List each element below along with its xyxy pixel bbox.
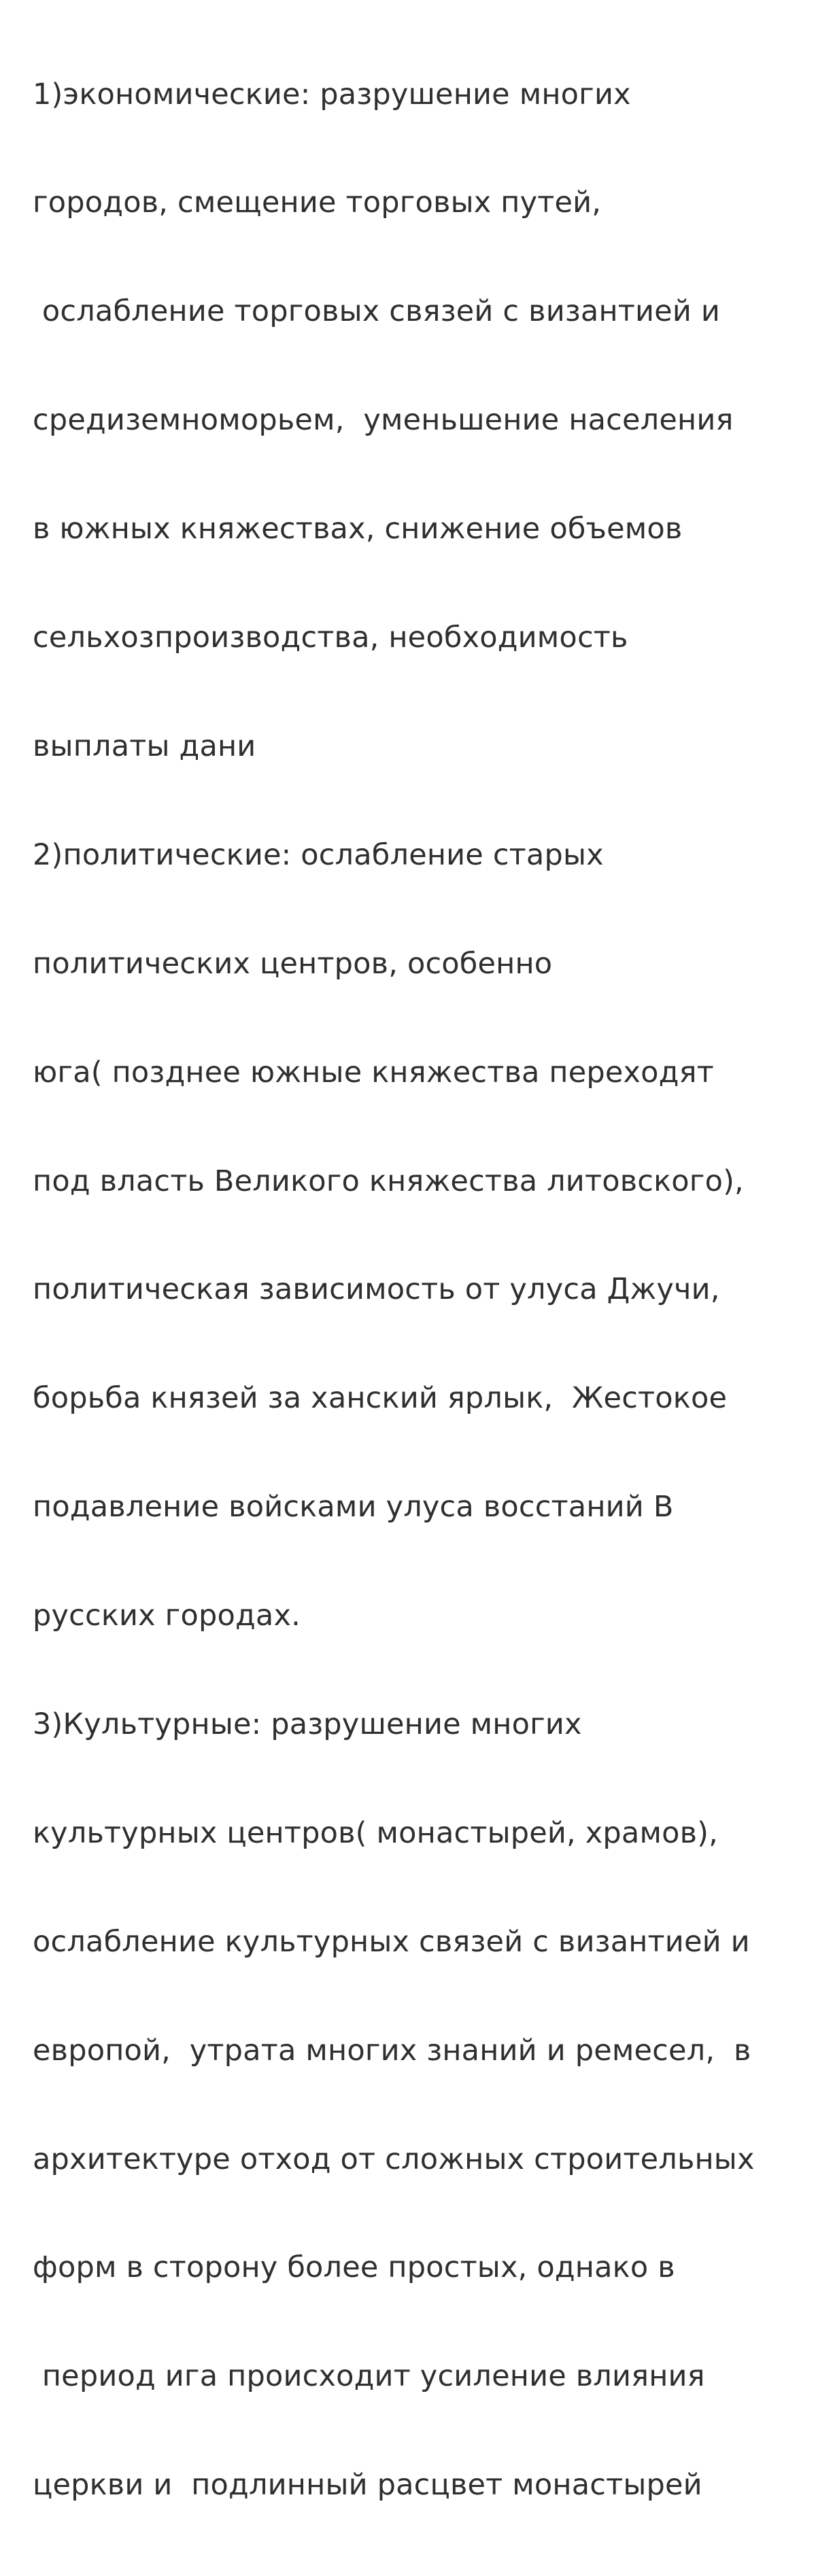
text-line: культурных центров( монастырей, храмов),: [33, 1815, 719, 1850]
text-line: под власть Великого княжества литовского),: [33, 1164, 744, 1198]
text-line: выплаты дани: [33, 729, 256, 763]
answer-text: [33, 4, 801, 2576]
text-line: ослабление торговых связей с византией и: [33, 294, 720, 329]
text-line: политических центров, особенно: [33, 946, 553, 981]
text-line: период ига происходит усиление влияния: [33, 2359, 705, 2394]
text-line: подавление войсками улуса восстаний В: [33, 1490, 674, 1525]
text-line: ослабление культурных связей с византией и: [33, 1924, 750, 1959]
text-line: европой, утрата многих знаний и ремесел, в: [33, 2033, 751, 2068]
text-line: политическая зависимость от улуса Джучи,: [33, 1272, 720, 1307]
text-line: 3)Культурные: разрушение многих: [33, 1707, 582, 1741]
text-line: в южных княжествах, снижение объемов: [33, 512, 683, 546]
text-line: архитектуре отход от сложных строительных: [33, 2142, 755, 2176]
text-line: городов, смещение торговых путей,: [33, 186, 602, 220]
text-line: церкви и подлинный расцвет монастырей: [33, 2468, 702, 2503]
text-line: русских городах.: [33, 1599, 301, 1633]
text-line: 1)экономические: разрушение многих: [33, 77, 631, 111]
text-line: борьба князей за ханский ярлык, Жестокое: [33, 1381, 728, 1416]
text-line: 2)политические: ослабление старых: [33, 837, 604, 872]
text-line: средиземноморьем, уменьшение населения: [33, 403, 734, 438]
text-line: сельхозпроизводства, необходимость: [33, 621, 628, 655]
text-line: форм в сторону более простых, однако в: [33, 2250, 675, 2285]
text-line: юга( позднее южные княжества переходят: [33, 1055, 714, 1090]
